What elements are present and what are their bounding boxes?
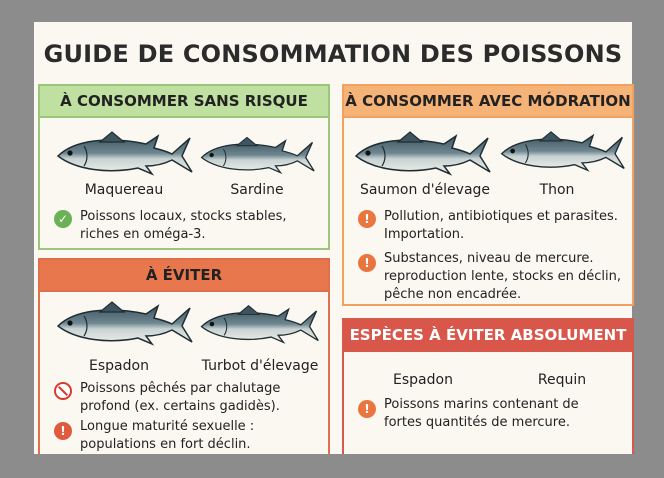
- salmon-icon: [352, 128, 492, 178]
- moderation-heading: À CONSOMMER AVEC MÓDRATION: [344, 86, 632, 118]
- warning-icon: !: [358, 210, 376, 228]
- ban-icon: [54, 382, 72, 400]
- avoid-heading: À ÉVITER: [40, 260, 328, 292]
- fish-name: Requin: [537, 372, 587, 388]
- fish-name: Maquereau: [84, 182, 164, 198]
- moderation-panel: [342, 84, 634, 306]
- tuna-icon: [498, 128, 626, 174]
- safe-heading: À CONSOMMER SANS RISQUE: [40, 86, 328, 118]
- fish-name: Espadon: [89, 358, 149, 374]
- note-text: Longue maturité sexuelle : populations en fort déclin.: [80, 419, 255, 452]
- fish-name: Thon: [539, 182, 575, 198]
- swordfish-icon: [54, 298, 194, 348]
- note-text: Substances, niveau de mercure. reproduction lente, stocks en déclin, pêche non encadrée.: [384, 251, 621, 302]
- avoid-panel: [38, 258, 330, 454]
- note-text: Poissons pêchés par chalutage profond (ex. certains gadidès).: [80, 381, 281, 414]
- mackerel-icon: [54, 128, 194, 178]
- warning-icon: !: [54, 422, 72, 440]
- guide-sheet: [34, 22, 632, 454]
- warning-icon: !: [358, 400, 376, 418]
- check-icon: ✓: [54, 210, 72, 228]
- note-text: Pollution, antibiotiques et parasites. Importation.: [384, 209, 618, 242]
- fish-name: Sardine: [230, 182, 284, 198]
- note-text: Poissons locaux, stocks stables, riches en oméga-3.: [80, 209, 287, 242]
- page-title: GUIDE DE CONSOMMATION DES POISSONS: [43, 40, 623, 68]
- fish-name: Espadon: [393, 372, 453, 388]
- avoid-absolutely-heading: ESPÈCES À ÉVITER ABSOLUMENT: [344, 320, 632, 352]
- sardine-icon: [198, 134, 316, 176]
- avoid-absolutely-panel: [342, 318, 634, 454]
- safe-panel: [38, 84, 330, 250]
- turbot-icon: [198, 302, 320, 346]
- warning-icon: !: [358, 254, 376, 272]
- fish-name: Turbot d'élevage: [201, 358, 319, 374]
- fish-name: Saumon d'élevage: [359, 182, 491, 198]
- note-text: Poissons marins contenant de fortes quantités de mercure.: [384, 397, 579, 430]
